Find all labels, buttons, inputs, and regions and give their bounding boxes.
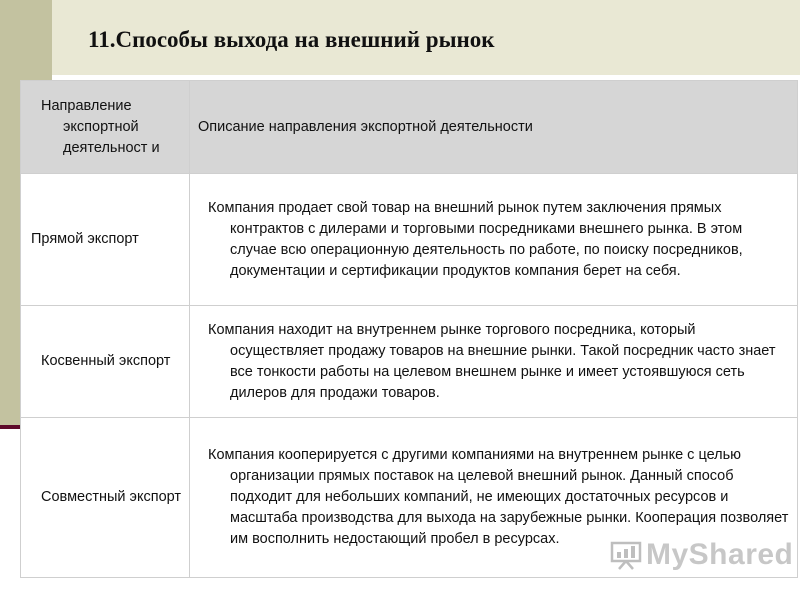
header-direction-cell xyxy=(21,81,190,174)
slide-title: 11.Способы выхода на внешний рынок xyxy=(88,27,495,52)
table-row xyxy=(21,306,798,418)
header-description-cell xyxy=(190,81,798,174)
row-description-text: Компания кооперируется с другими компаниями на внутреннем рынке с целью организации прямых поставок на целевой внешний рынок. Данный способ подходит для небольших компаний, не имеющих достаточных ресурсов и масштаба производства для выхода на зарубежные рынки. Кооперация позволяет им восполнить недостающий пробел в ресурсах. xyxy=(208,447,789,547)
row-description-text: Компания находит на внутреннем рынке торгового посредника, который осуществляет продажу товаров на внешние рынки. Такой посредник часто знает все тонкости работы на целевом внешнем рынке и имеет устоявшуюся сеть дилеров для продажи товаров. xyxy=(208,321,776,401)
presentation-board-icon xyxy=(610,540,642,570)
row-direction-cell xyxy=(21,306,190,418)
table-row xyxy=(21,174,798,306)
row-direction-label: Прямой экспорт xyxy=(31,231,139,247)
watermark-logo: MyShared xyxy=(646,538,794,571)
header-description-label: Описание направления экспортной деятельности xyxy=(198,118,533,135)
row-direction-label: Совместный экспорт xyxy=(41,489,182,505)
row-direction-cell xyxy=(21,418,190,578)
header-direction-label: Направление экспортной деятельност и xyxy=(41,97,160,156)
row-description-text: Компания продает свой товар на внешний рынок путем заключения прямых контрактов с дилерами и торговыми посредниками внешнего рынка. В этом случае всю операционную деятельность по работе, по поиску посредников, документации и сертификации продуктов компания берет на себя. xyxy=(208,199,743,279)
row-direction-label: Косвенный экспорт xyxy=(41,353,171,369)
row-direction-cell xyxy=(21,174,190,306)
row-description-cell xyxy=(190,174,798,306)
row-description-cell xyxy=(190,306,798,418)
export-methods-table xyxy=(20,80,798,578)
table-header-row xyxy=(21,81,798,174)
